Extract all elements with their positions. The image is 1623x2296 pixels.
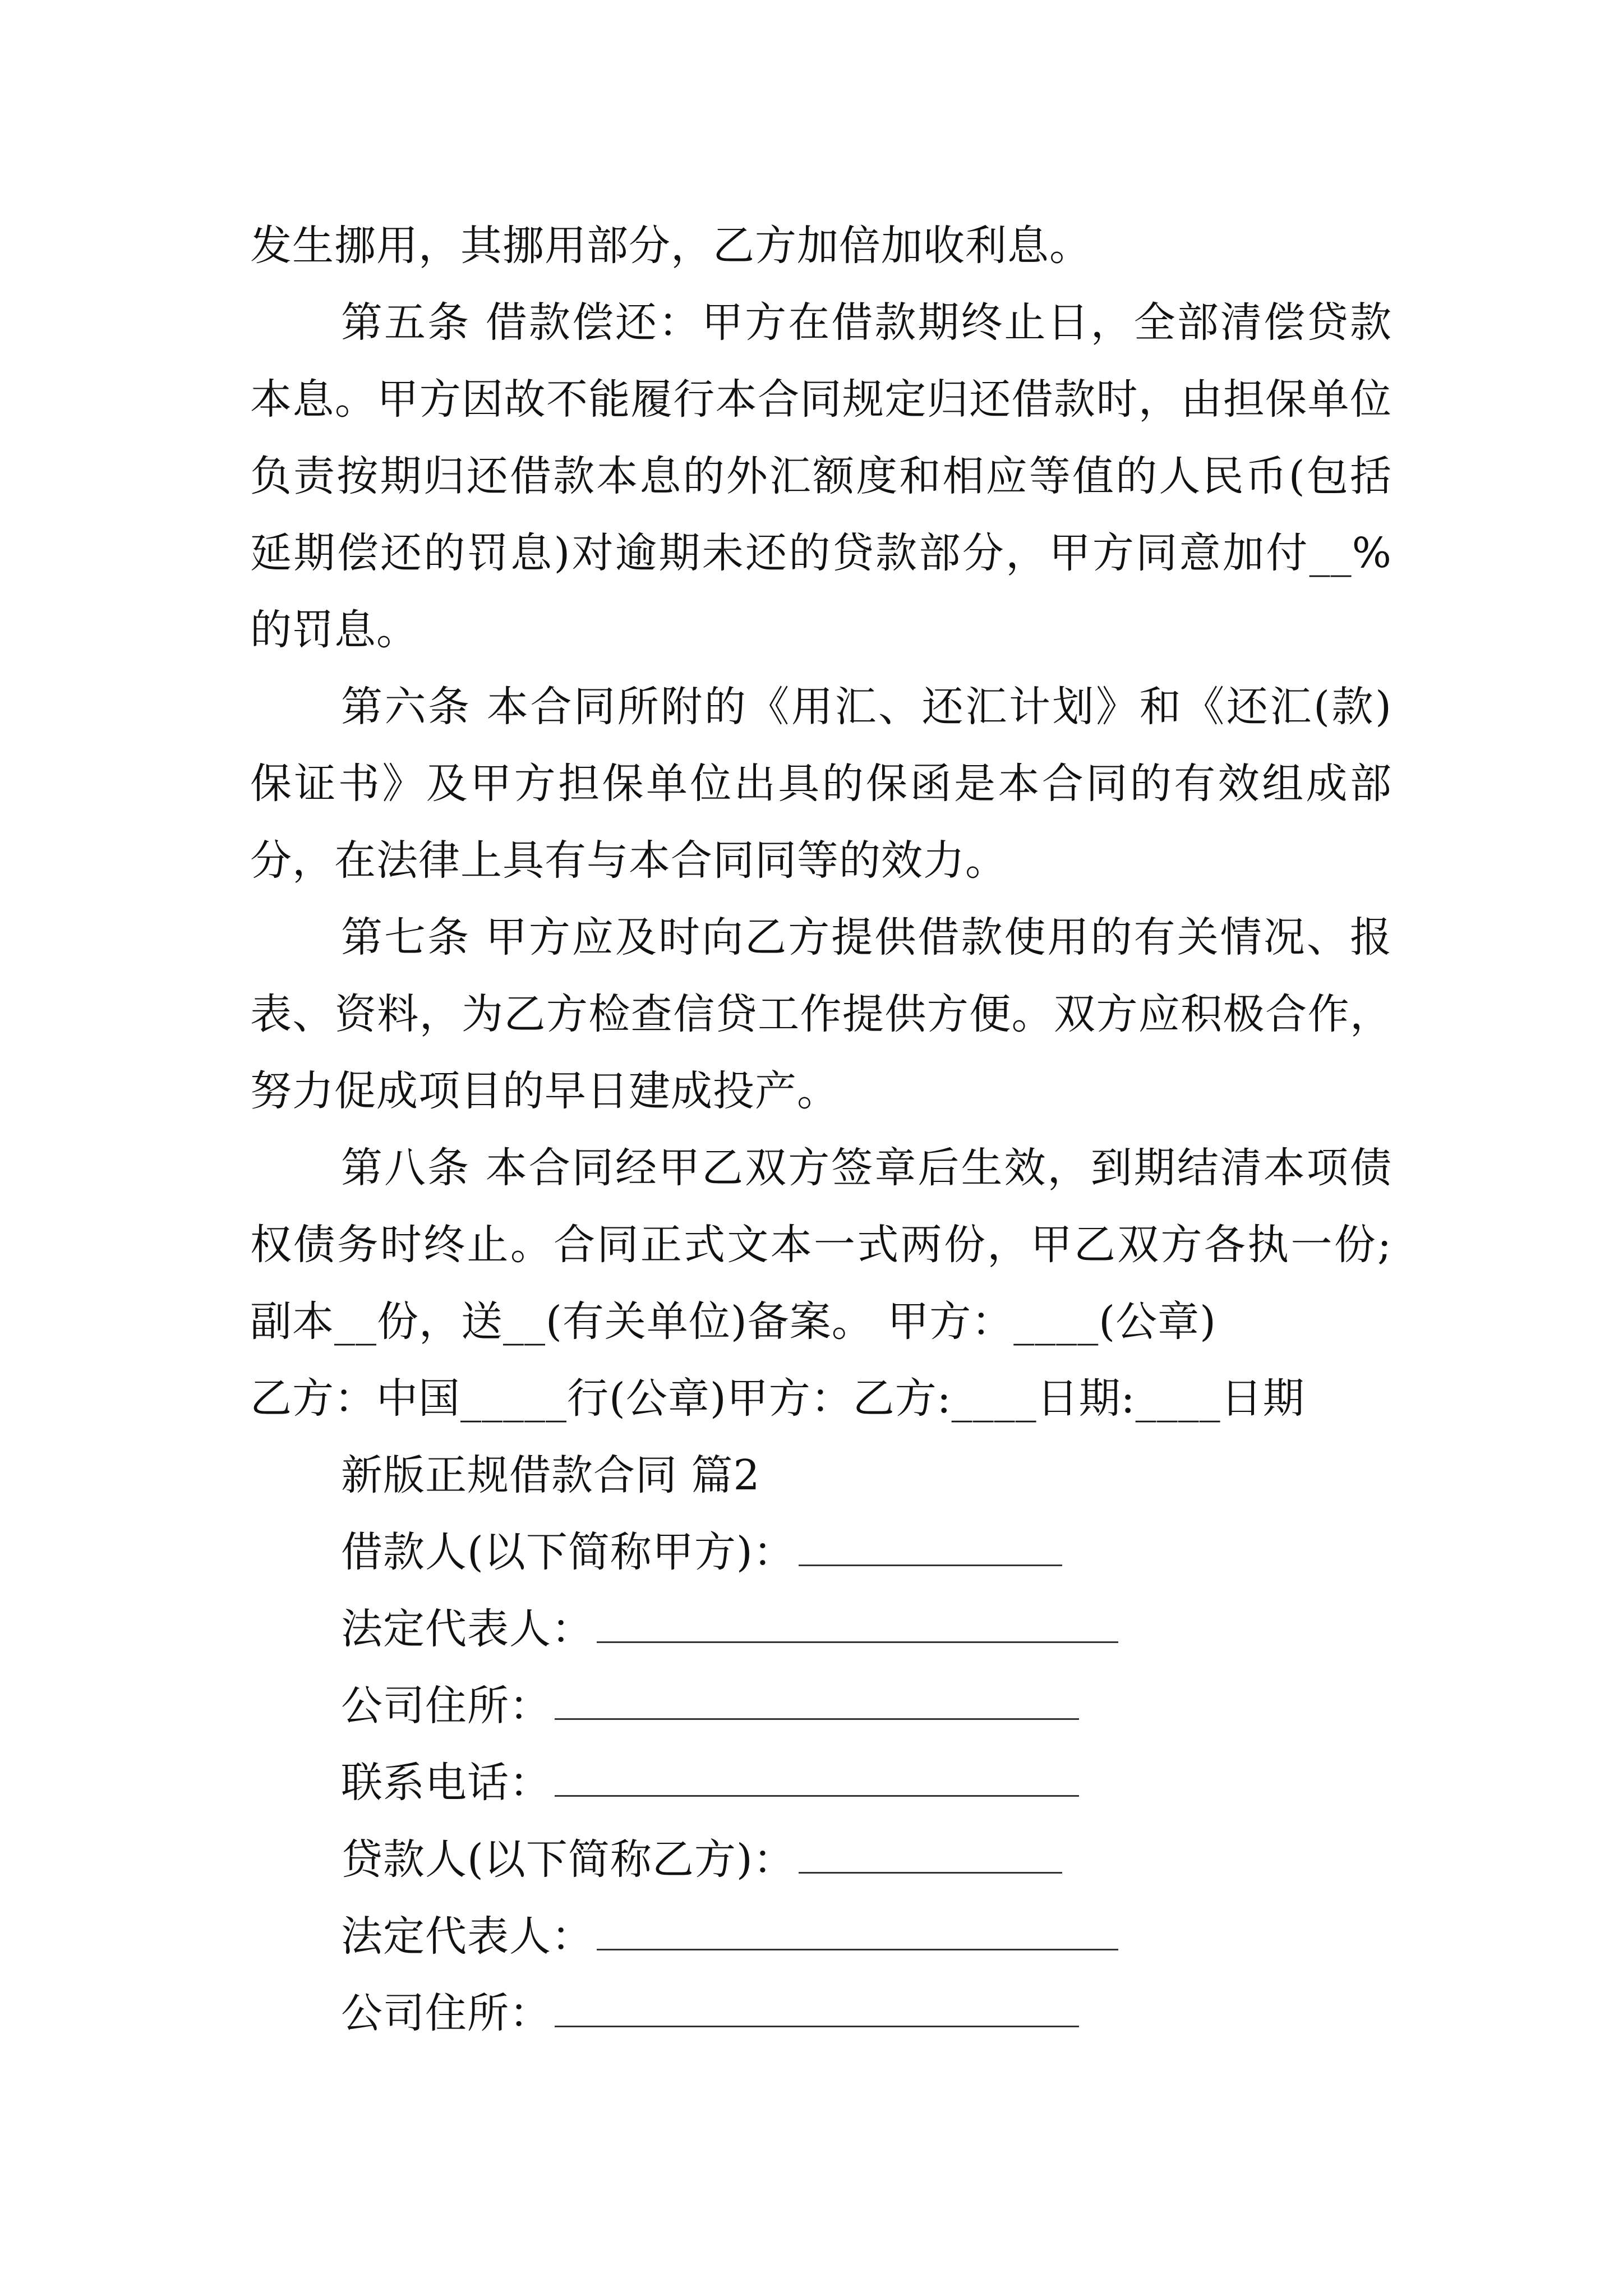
borrower-label: 借款人(以下简称甲方)： (341, 1528, 795, 1576)
lender-label: 贷款人(以下简称乙方)： (341, 1835, 795, 1884)
legal-rep-label-2: 法定代表人： (341, 1912, 593, 1961)
borrower-row (250, 1514, 1392, 1591)
article-5-repayment: 第五条 借款偿还：甲方在借款期终止日，全部清偿贷款本息。甲方因故不能履行本合同规定归还借款时，由担保单位负责按期归还借款本息的外汇额度和相应等值的人民币(包括延期偿还的罚息)对逾期未还的贷款部分，甲方同意加付__%的罚息。 (250, 298, 1392, 654)
lender-field[interactable] (799, 1837, 1062, 1874)
section-title (250, 1437, 1392, 1514)
article-8-effectiveness: 第八条 本合同经甲乙双方签章后生效，到期结清本项债权债务时终止。合同正式文本一式两份，甲乙双方各执一份;副本__份，送__(有关单位)备案。 甲方：____(公章) (250, 1144, 1392, 1346)
address-field-2[interactable] (555, 1991, 1079, 2027)
legal-rep-field-1[interactable] (597, 1607, 1118, 1643)
section-title-text: 新版正规借款合同 篇2 (341, 1451, 760, 1499)
document-body (250, 208, 1392, 2052)
phone-field[interactable] (555, 1760, 1079, 1797)
borrower-field[interactable] (799, 1530, 1062, 1566)
legal-rep-row-2 (250, 1898, 1392, 1975)
address-label-2: 公司住所： (341, 1989, 551, 2037)
signature-line: 乙方：中国_____行(公章)甲方：乙方:____日期:____日期 (250, 1374, 1305, 1423)
legal-rep-label-1: 法定代表人： (341, 1605, 593, 1653)
legal-rep-field-2[interactable] (597, 1914, 1118, 1950)
article-6-attachments: 第六条 本合同所附的《用汇、还汇计划》和《还汇(款)保证书》及甲方担保单位出具的保函是本合同的有效组成部分，在法律上具有与本合同同等的效力。 (250, 683, 1392, 885)
phone-row (250, 1745, 1392, 1821)
party-info-form (250, 1514, 1392, 2052)
paragraph-continuation: 发生挪用，其挪用部分，乙方加倍加收利息。 (250, 222, 1091, 270)
address-label-1: 公司住所： (341, 1682, 551, 1730)
article-7-reporting: 第七条 甲方应及时向乙方提供借款使用的有关情况、报表、资料，为乙方检查信贷工作提供方便。双方应积极合作，努力促成项目的早日建成投产。 (250, 913, 1392, 1115)
address-field-1[interactable] (555, 1683, 1079, 1720)
address-row-1 (250, 1668, 1392, 1745)
phone-label: 联系电话： (341, 1759, 551, 1807)
lender-row (250, 1821, 1392, 1898)
legal-rep-row-1 (250, 1591, 1392, 1668)
address-row-2 (250, 1975, 1392, 2052)
